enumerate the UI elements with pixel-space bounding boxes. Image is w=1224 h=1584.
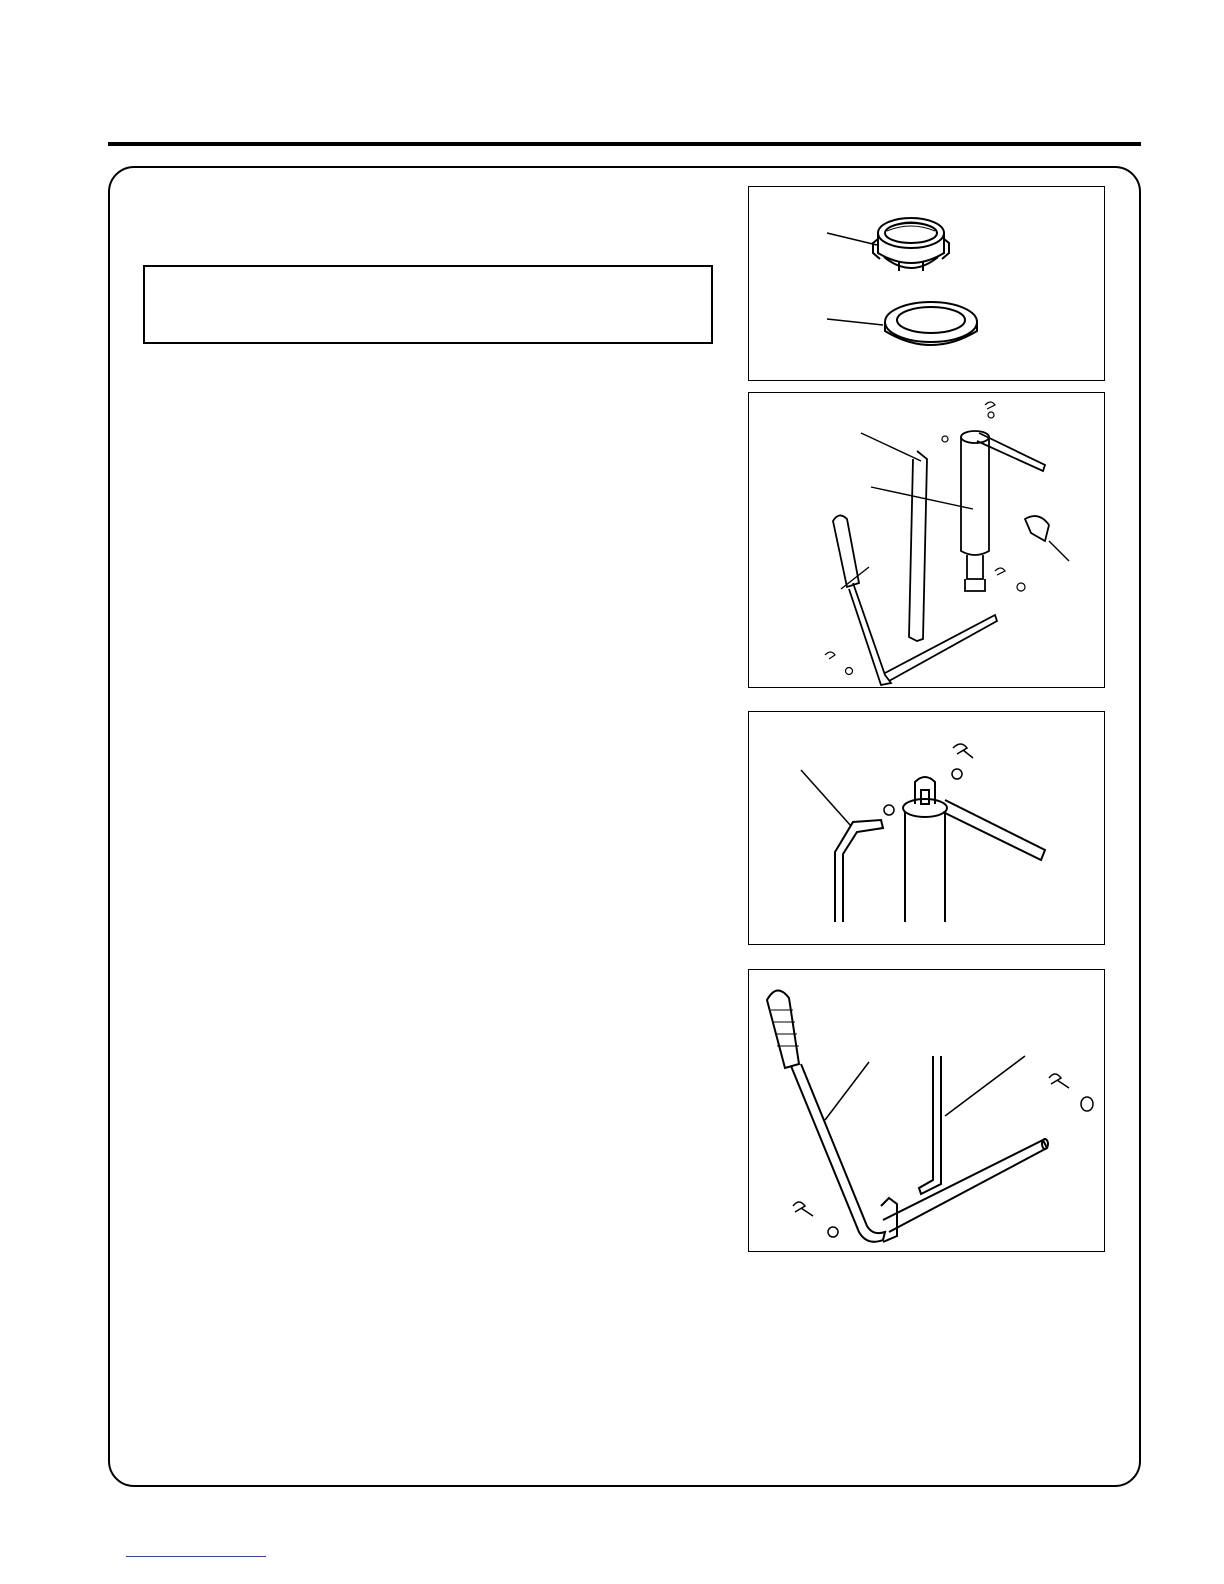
figure-pump-top-detail <box>748 711 1105 945</box>
header-rule <box>108 142 1141 146</box>
footer-link-underline[interactable] <box>126 1556 266 1557</box>
pump-top-illustration <box>749 712 1104 944</box>
handle-lever-illustration <box>749 970 1104 1251</box>
notice-box <box>143 265 713 344</box>
cap-gasket-illustration <box>749 187 1104 380</box>
figure-pump-assembly <box>748 392 1105 688</box>
figure-cap-and-gasket <box>748 186 1105 381</box>
pump-assembly-illustration <box>749 393 1104 687</box>
figure-handle-lever <box>748 969 1105 1252</box>
